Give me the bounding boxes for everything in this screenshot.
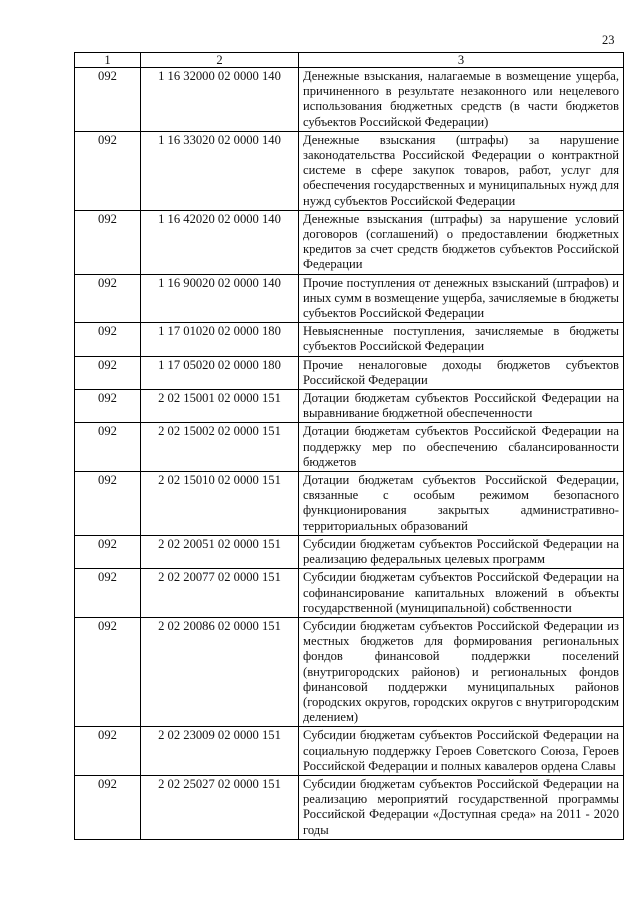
admin-code-cell: 092	[75, 274, 141, 323]
admin-code-cell: 092	[75, 390, 141, 423]
table-row	[75, 535, 624, 568]
table-row	[75, 131, 624, 210]
description-cell: Субсидии бюджетам субъектов Российской Федерации на софинансирование капитальных вложений в объекты государственной (муниципальной) собственности	[299, 569, 624, 618]
header-col-3: 3	[299, 53, 624, 68]
revenue-code-cell: 2 02 15010 02 0000 151	[141, 472, 299, 536]
revenue-code-cell: 1 17 05020 02 0000 180	[141, 356, 299, 389]
description-cell: Денежные взыскания (штрафы) за нарушение условий договоров (соглашений) о предоставлении бюджетных кредитов за счет средств бюджетов субъектов Российской Федерации	[299, 210, 624, 274]
header-col-1: 1	[75, 53, 141, 68]
table-row	[75, 274, 624, 323]
table-row	[75, 472, 624, 536]
description-cell: Субсидии бюджетам субъектов Российской Федерации на реализацию мероприятий государственной программы Российской Федерации «Доступная среда» на 2011 - 2020 годы	[299, 775, 624, 839]
table-row	[75, 68, 624, 132]
table-row	[75, 727, 624, 776]
table-row	[75, 775, 624, 839]
revenue-code-cell: 2 02 25027 02 0000 151	[141, 775, 299, 839]
revenue-code-cell: 2 02 20077 02 0000 151	[141, 569, 299, 618]
budget-revenue-table	[74, 52, 624, 840]
description-cell: Денежные взыскания (штрафы) за нарушение законодательства Российской Федерации о контрактной системе в сфере закупок товаров, работ, услуг для обеспечения государственных и муниципальных нужд для нужд субъектов Российской Федерации	[299, 131, 624, 210]
admin-code-cell: 092	[75, 472, 141, 536]
revenue-code-cell: 2 02 20086 02 0000 151	[141, 617, 299, 726]
admin-code-cell: 092	[75, 323, 141, 356]
description-cell: Прочие поступления от денежных взысканий (штрафов) и иных сумм в возмещение ущерба, зачисляемые в бюджеты субъектов Российской Федерации	[299, 274, 624, 323]
admin-code-cell: 092	[75, 727, 141, 776]
table-row	[75, 423, 624, 472]
table-header-row	[75, 53, 624, 68]
table-row	[75, 210, 624, 274]
revenue-code-cell: 1 16 42020 02 0000 140	[141, 210, 299, 274]
description-cell: Субсидии бюджетам субъектов Российской Федерации на социальную поддержку Героев Советского Союза, Героев Российской Федерации и полных кавалеров ордена Славы	[299, 727, 624, 776]
description-cell: Дотации бюджетам субъектов Российской Федерации, связанные с особым режимом безопасного функционирования закрытых административно-территориальных образований	[299, 472, 624, 536]
revenue-code-cell: 1 17 01020 02 0000 180	[141, 323, 299, 356]
description-cell: Субсидии бюджетам субъектов Российской Федерации из местных бюджетов для формирования региональных фондов финансовой поддержки поселений (внутригородских районов) и региональных фондов финансовой поддержки муниципальных районов (городских округов, городских округов с внутригородским делением)	[299, 617, 624, 726]
revenue-code-cell: 2 02 20051 02 0000 151	[141, 535, 299, 568]
admin-code-cell: 092	[75, 775, 141, 839]
table-row	[75, 390, 624, 423]
revenue-code-cell: 1 16 32000 02 0000 140	[141, 68, 299, 132]
admin-code-cell: 092	[75, 131, 141, 210]
description-cell: Дотации бюджетам субъектов Российской Федерации на выравнивание бюджетной обеспеченности	[299, 390, 624, 423]
admin-code-cell: 092	[75, 68, 141, 132]
table-row	[75, 323, 624, 356]
revenue-code-cell: 2 02 23009 02 0000 151	[141, 727, 299, 776]
revenue-code-cell: 1 16 33020 02 0000 140	[141, 131, 299, 210]
table-row	[75, 569, 624, 618]
description-cell: Денежные взыскания, налагаемые в возмещение ущерба, причиненного в результате незаконного или нецелевого использования бюджетных средств (в части бюджетов субъектов Российской Федерации)	[299, 68, 624, 132]
table-row	[75, 356, 624, 389]
header-col-2: 2	[141, 53, 299, 68]
table-row	[75, 617, 624, 726]
admin-code-cell: 092	[75, 210, 141, 274]
revenue-code-cell: 2 02 15001 02 0000 151	[141, 390, 299, 423]
admin-code-cell: 092	[75, 535, 141, 568]
description-cell: Дотации бюджетам субъектов Российской Федерации на поддержку мер по обеспечению сбалансированности бюджетов	[299, 423, 624, 472]
admin-code-cell: 092	[75, 356, 141, 389]
description-cell: Невыясненные поступления, зачисляемые в бюджеты субъектов Российской Федерации	[299, 323, 624, 356]
revenue-code-cell: 1 16 90020 02 0000 140	[141, 274, 299, 323]
admin-code-cell: 092	[75, 569, 141, 618]
description-cell: Субсидии бюджетам субъектов Российской Федерации на реализацию федеральных целевых программ	[299, 535, 624, 568]
admin-code-cell: 092	[75, 617, 141, 726]
admin-code-cell: 092	[75, 423, 141, 472]
revenue-code-cell: 2 02 15002 02 0000 151	[141, 423, 299, 472]
description-cell: Прочие неналоговые доходы бюджетов субъектов Российской Федерации	[299, 356, 624, 389]
page-number: 23	[602, 33, 615, 47]
